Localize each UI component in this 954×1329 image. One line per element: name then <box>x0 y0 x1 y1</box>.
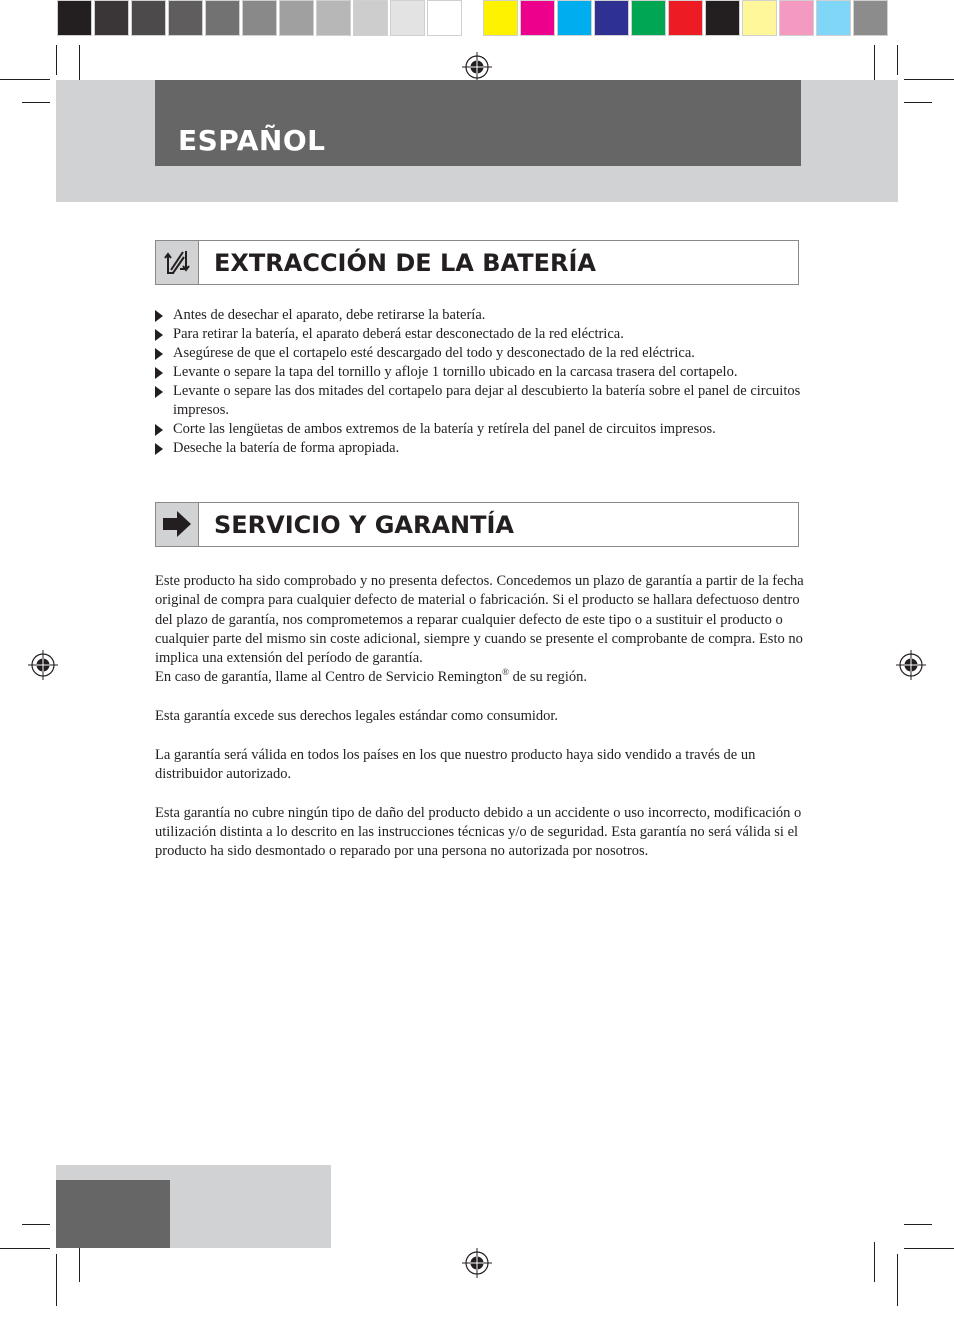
warranty-paragraph: Esta garantía excede sus derechos legales estándar como consumidor. <box>155 708 559 725</box>
crop-mark <box>897 1254 898 1306</box>
list-item: Levante o separe las dos mitades del cortapelo para dejar al descubierto la batería sobre el panel de circuitos impresos. <box>155 382 805 420</box>
color-swatch <box>390 0 425 36</box>
crop-mark <box>56 1254 57 1306</box>
crop-mark <box>897 45 898 75</box>
crop-mark <box>904 79 954 80</box>
section-header-battery <box>155 240 799 285</box>
color-swatch <box>94 0 129 36</box>
color-swatch <box>427 0 462 36</box>
color-swatch <box>853 0 888 36</box>
list-item: Corte las lengüetas de ambos extremos de la batería y retírela del panel de circuitos impresos. <box>155 420 805 439</box>
registration-mark-icon <box>896 650 926 680</box>
color-swatch <box>205 0 240 36</box>
arrow-right-icon <box>161 508 193 540</box>
warranty-paragraph: Esta garantía no cubre ningún tipo de daño del producto debido a un accidente o uso incorrecto, modificación o utilización distinta a lo descrito en las instrucciones técnicas y/o de seguridad. Esta garantía no será válida si el producto ha sido desmontado o reparado por una persona no autorizada por nosotros. <box>155 804 802 860</box>
recycle-battery-icon <box>161 246 193 278</box>
crop-mark <box>0 1248 50 1249</box>
registration-mark-icon <box>462 1248 492 1278</box>
list-item: Para retirar la batería, el aparato deberá estar desconectado de la red eléctrica. <box>155 325 805 344</box>
color-swatch <box>57 0 92 36</box>
color-swatch <box>594 0 629 36</box>
section-header-warranty <box>155 502 799 547</box>
list-item: Levante o separe la tapa del tornillo y afloje 1 tornillo ubicado en la carcasa trasera del cortapelo. <box>155 363 805 382</box>
color-swatch <box>168 0 203 36</box>
color-swatch <box>242 0 277 36</box>
bullet-arrow-icon <box>155 386 163 398</box>
color-swatch <box>557 0 592 36</box>
warranty-paragraph: En caso de garantía, llame al Centro de Servicio Remington® de su región. <box>155 667 588 686</box>
section-icon-cell <box>156 503 199 546</box>
registration-mark-icon <box>462 52 492 82</box>
crop-mark <box>874 1242 875 1282</box>
color-swatch <box>131 0 166 36</box>
crop-mark <box>904 1224 932 1225</box>
color-swatch <box>279 0 314 36</box>
color-swatch <box>742 0 777 36</box>
color-swatch <box>779 0 814 36</box>
crop-mark <box>904 1248 954 1249</box>
bullet-arrow-icon <box>155 348 163 360</box>
color-swatch <box>316 0 351 36</box>
color-swatch <box>353 0 388 36</box>
page-title: ESPAÑOL <box>178 124 326 157</box>
bullet-arrow-icon <box>155 443 163 455</box>
color-swatch <box>816 0 851 36</box>
registration-mark-icon <box>28 650 58 680</box>
crop-mark <box>79 1242 80 1282</box>
color-swatch <box>483 0 518 36</box>
crop-mark <box>0 79 50 80</box>
bullet-arrow-icon <box>155 367 163 379</box>
crop-mark <box>56 45 57 75</box>
crop-mark <box>79 45 80 85</box>
battery-removal-list <box>155 306 805 458</box>
bullet-arrow-icon <box>155 329 163 341</box>
crop-mark <box>874 45 875 85</box>
crop-mark <box>22 1224 50 1225</box>
list-item: Deseche la batería de forma apropiada. <box>155 439 805 458</box>
list-item: Antes de desechar el aparato, debe retirarse la batería. <box>155 306 805 325</box>
bullet-arrow-icon <box>155 424 163 436</box>
section-icon-cell <box>156 241 199 284</box>
warranty-text <box>155 572 805 861</box>
crop-mark <box>22 102 50 103</box>
crop-mark <box>904 102 932 103</box>
registered-mark: ® <box>502 667 509 678</box>
bullet-arrow-icon <box>155 310 163 322</box>
list-item: Asegúrese de que el cortapelo esté descargado del todo y desconectado de la red eléctrica. <box>155 344 805 363</box>
color-swatch <box>631 0 666 36</box>
grayscale-calibration-bar <box>57 0 464 38</box>
warranty-paragraph: Este producto ha sido comprobado y no presenta defectos. Concedemos un plazo de garantía a partir de la fecha original de compra para cualquier defecto de material o fabricación. Si el producto se hallara defectuoso dentro del plazo de garantía, nos comprometemos a reparar cualquier defecto de este tipo o a sustituir el producto o cualquier parte del mismo sin coste adicional, siempre y cuando se presente el comprobante de compra. Esto no implica una extensión del período de garantía. <box>155 573 804 667</box>
warranty-paragraph: La garantía será válida en todos los países en los que nuestro producto haya sido vendido a través de un distribuidor autorizado. <box>155 746 756 782</box>
color-calibration-bar <box>483 0 890 38</box>
color-swatch <box>520 0 555 36</box>
section-title-battery: EXTRACCIÓN DE LA BATERÍA <box>214 249 596 277</box>
footer-page-tab <box>56 1180 170 1248</box>
color-swatch <box>705 0 740 36</box>
color-swatch <box>668 0 703 36</box>
section-title-warranty: SERVICIO Y GARANTÍA <box>214 511 514 539</box>
